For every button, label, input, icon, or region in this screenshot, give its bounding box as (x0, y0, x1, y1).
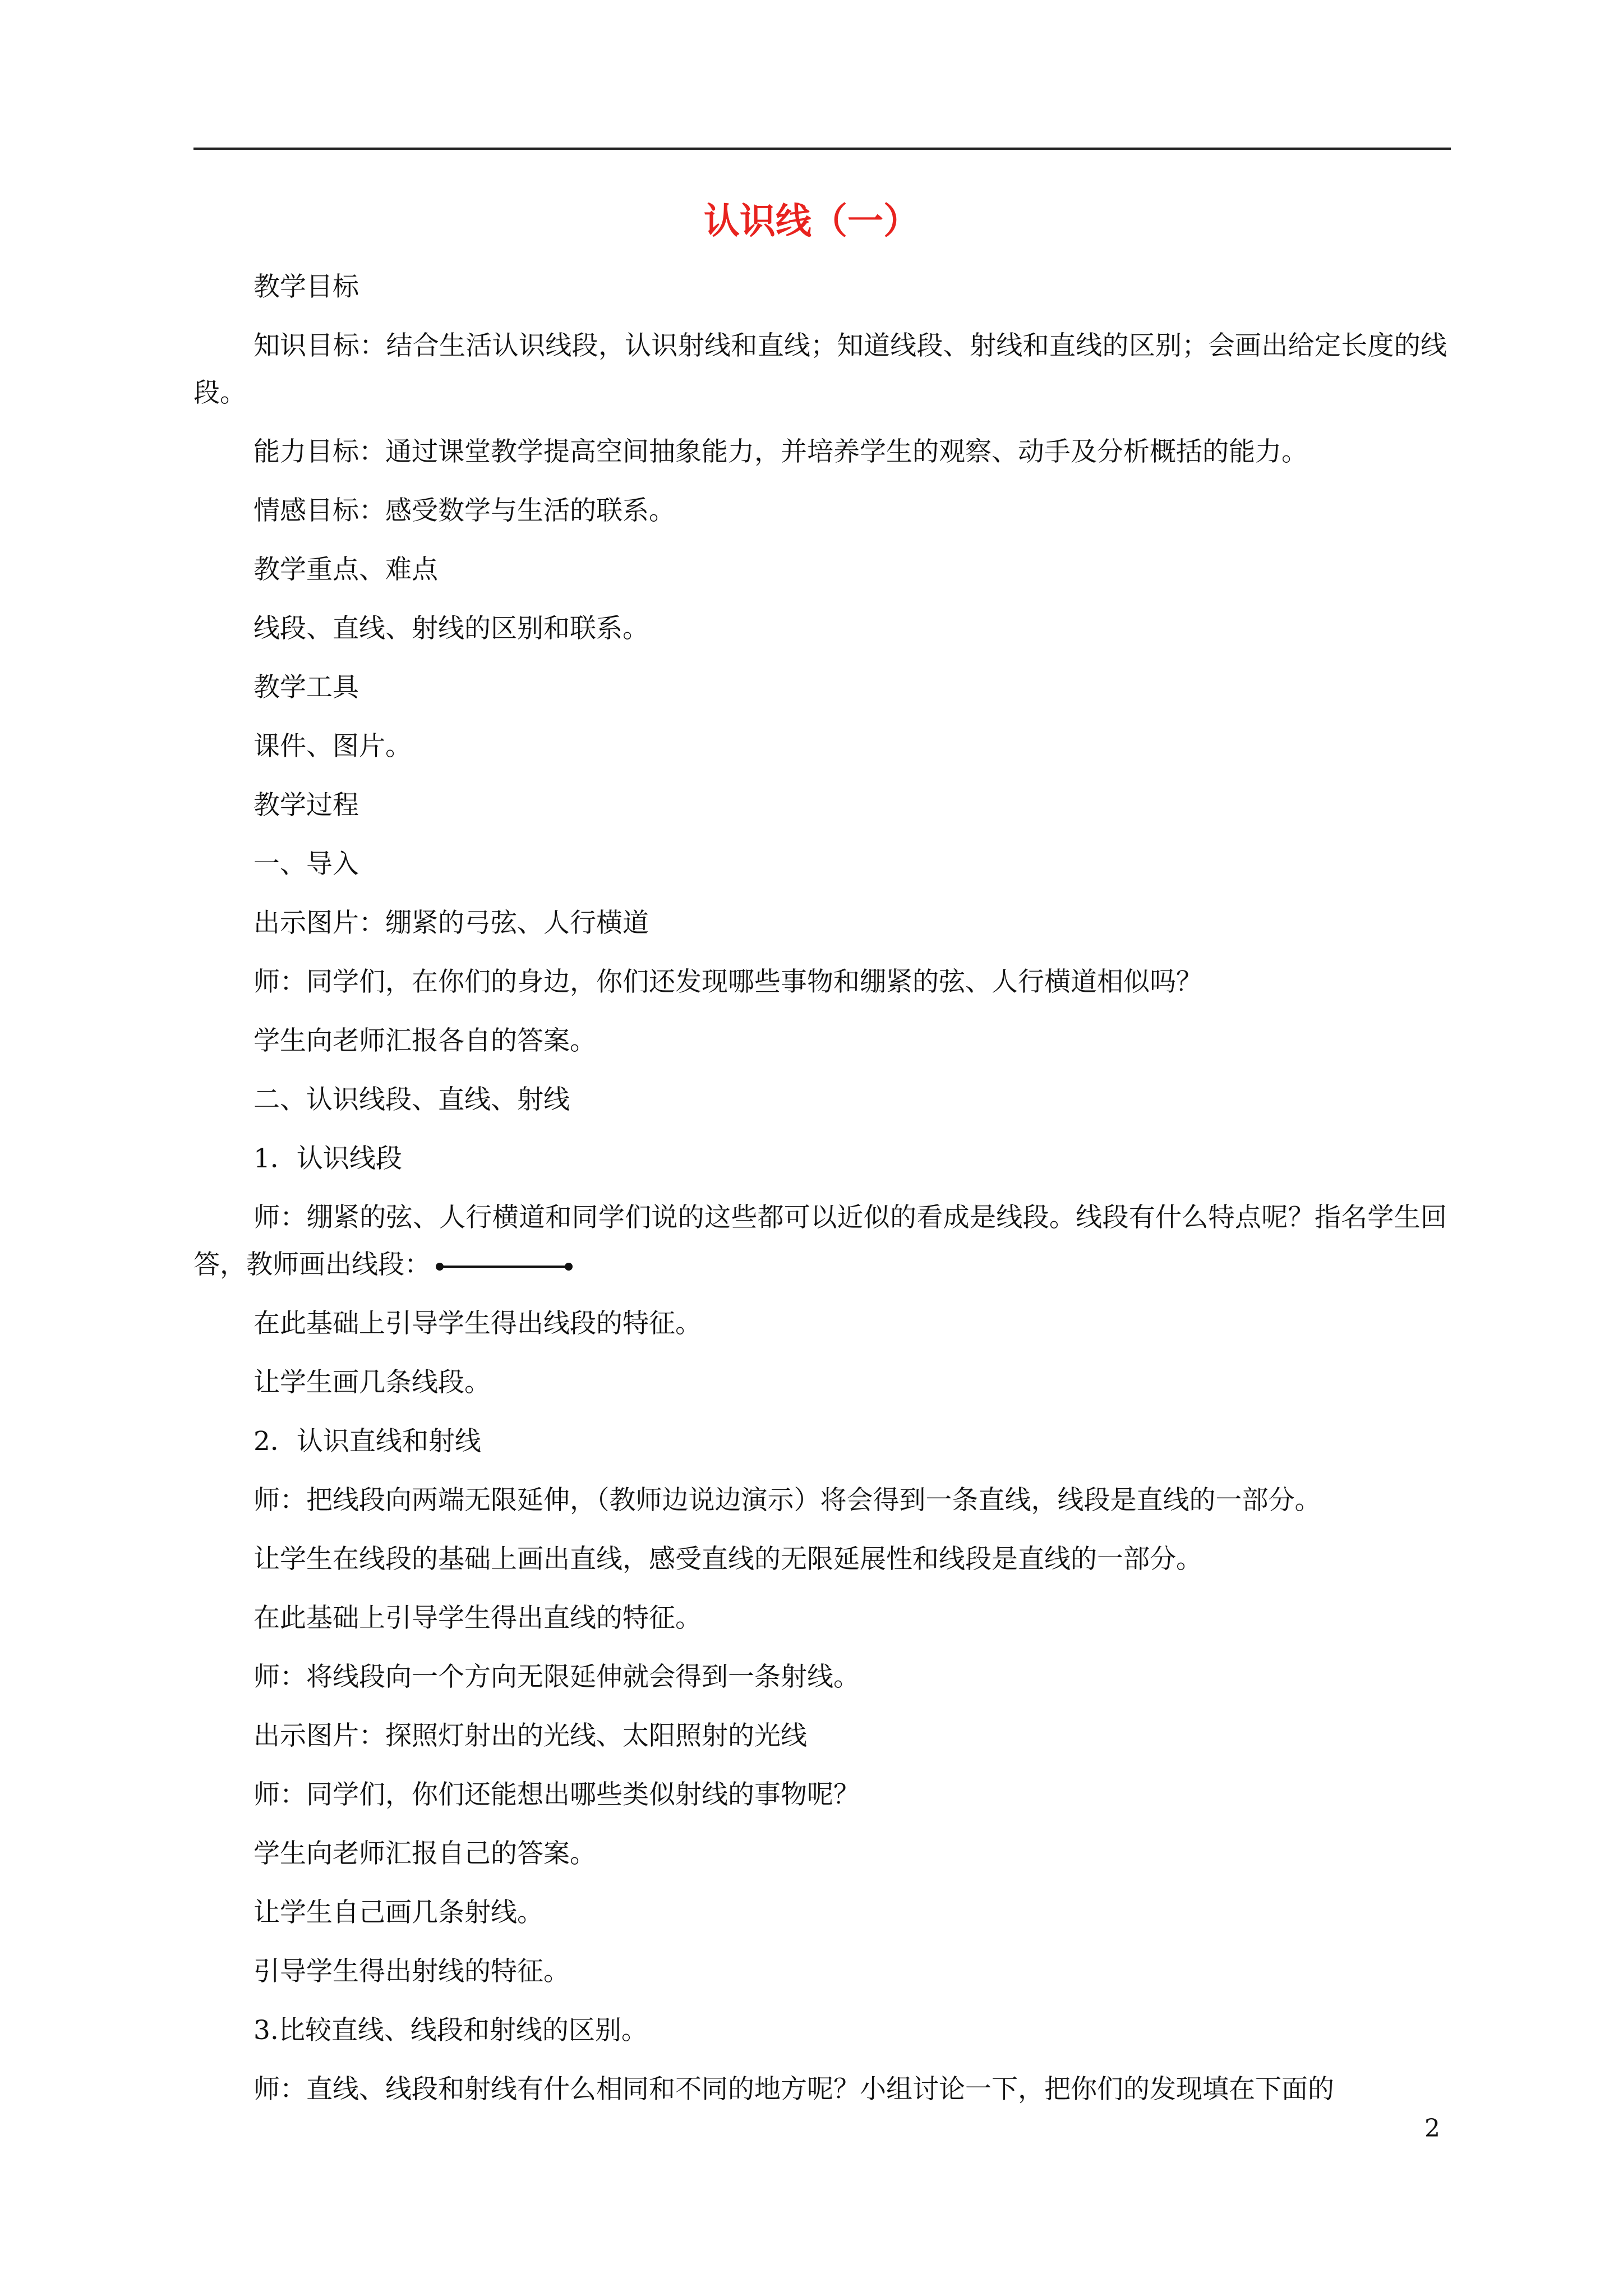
paragraph-8: 课件、图片。 (253, 731, 412, 762)
header-rule (193, 148, 1451, 150)
segment-endpoint-right (565, 1263, 573, 1271)
paragraph-15: 1．认识线段 (253, 1143, 402, 1174)
paragraph-19: 2．认识直线和射线 (253, 1426, 481, 1457)
paragraph-27: 让学生自己画几条射线。 (253, 1897, 543, 1928)
paragraph-28: 引导学生得出射线的特征。 (253, 1956, 570, 1987)
paragraph-26: 学生向老师汇报自己的答案。 (253, 1838, 596, 1869)
page-number: 2 (1424, 2114, 1440, 2143)
paragraph-16-text: 师：绷紧的弦、人行横道和同学们说的这些都可以近似的看成是线段。线段有什么特点呢？指名学生回答，教师画出线段： (193, 1202, 1447, 1280)
paragraph-16 (193, 1194, 1447, 1289)
paragraph-4: 情感目标：感受数学与生活的联系。 (253, 495, 675, 526)
paragraph-6: 线段、直线、射线的区别和联系。 (253, 613, 649, 644)
paragraph-25: 师：同学们，你们还能想出哪些类似射线的事物呢？ (253, 1779, 860, 1810)
paragraph-14: 二、认识线段、直线、射线 (253, 1084, 570, 1115)
paragraph-23: 师：将线段向一个方向无限延伸就会得到一条射线。 (253, 1662, 860, 1692)
paragraph-24: 出示图片：探照灯射出的光线、太阳照射的光线 (253, 1720, 807, 1751)
segment-endpoint-left (436, 1263, 444, 1271)
document-body (193, 264, 1447, 2125)
paragraph-7: 教学工具 (253, 672, 359, 703)
paragraph-17: 在此基础上引导学生得出线段的特征。 (253, 1308, 702, 1339)
paragraph-22: 在此基础上引导学生得出直线的特征。 (253, 1603, 702, 1634)
line-segment-figure (434, 1260, 574, 1273)
paragraph-2: 知识目标：结合生活认识线段，认识射线和直线；知道线段、射线和直线的区别；会画出给定长度的线段。 (193, 330, 1447, 408)
document-title: 认识线（一） (704, 200, 919, 242)
paragraph-1: 教学目标 (253, 272, 359, 302)
paragraph-5: 教学重点、难点 (253, 554, 438, 585)
paragraph-12: 师：同学们，在你们的身边，你们还发现哪些事物和绷紧的弦、人行横道相似吗？ (253, 967, 1202, 997)
paragraph-20: 师：把线段向两端无限延伸，（教师边说边演示）将会得到一条直线，线段是直线的一部分。 (253, 1485, 1321, 1516)
paragraph-10: 一、导入 (253, 849, 359, 880)
paragraph-11: 出示图片：绷紧的弓弦、人行横道 (253, 908, 649, 938)
paragraph-18: 让学生画几条线段。 (253, 1367, 491, 1398)
paragraph-13: 学生向老师汇报各自的答案。 (253, 1025, 596, 1056)
paragraph-29: 3.比较直线、线段和射线的区别。 (253, 2015, 648, 2046)
paragraph-30: 师：直线、线段和射线有什么相同和不同的地方呢？小组讨论一下，把你们的发现填在下面的 (253, 2074, 1334, 2105)
paragraph-21: 让学生在线段的基础上画出直线，感受直线的无限延展性和线段是直线的一部分。 (253, 1544, 1202, 1575)
paragraph-9: 教学过程 (253, 790, 359, 821)
paragraph-3: 能力目标：通过课堂教学提高空间抽象能力，并培养学生的观察、动手及分析概括的能力。 (253, 436, 1308, 467)
